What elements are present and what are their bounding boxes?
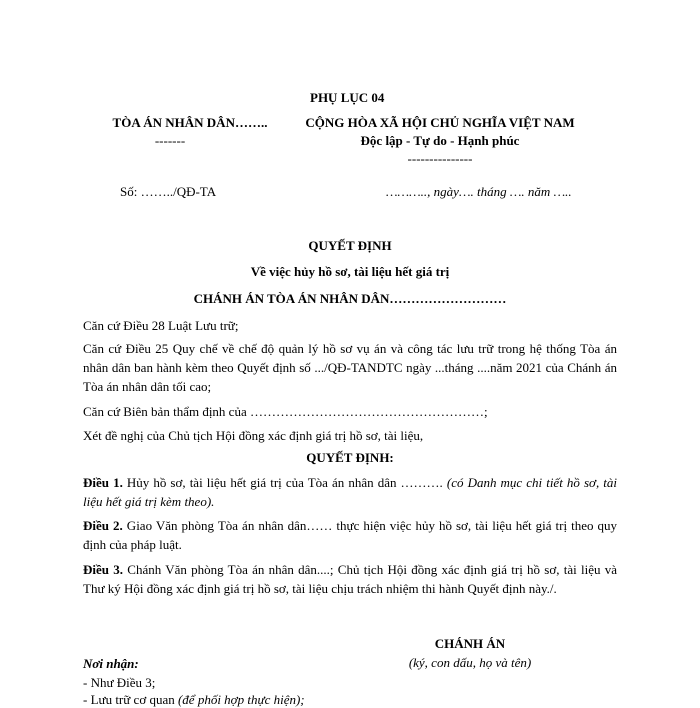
article-3-text: Chánh Văn phòng Tòa án nhân dân....; Chủ tịch Hội đồng xác định giá trị hồ sơ, tài liệu và Thư ký Hội đồng xác định giá trị hồ sơ, tài liệu chịu trách nhiệm thi hành Quyết định này./. [83,562,617,596]
issuing-authority: CHÁNH ÁN TÒA ÁN NHÂN DÂN……………………… [193,291,507,306]
document-number: Số: ……../QĐ-TA [120,184,217,199]
document-title: QUYẾT ĐỊNH [308,238,392,253]
legal-basis-3: Căn cứ Biên bản thẩm định của ………………………………………………; [83,404,488,419]
national-motto: Độc lập - Tự do - Hạnh phúc [360,133,520,148]
signature-note: (ký, con dấu, họ và tên) [408,655,532,670]
recipient-text: - Lưu trữ cơ quan [83,692,178,707]
date-place: ……….., ngày…. tháng …. năm ….. [386,184,572,199]
motto-divider: --------------- [407,151,473,166]
recipient-text: - Như Điều 3; [83,675,156,690]
article-2 [83,516,617,554]
legal-basis-2: Căn cứ Điều 25 Quy chế về chế độ quản lý hồ sơ vụ án và công tác lưu trữ trong hệ thống Tòa án nhân dân ban hành kèm theo Quyết định số .../QĐ-TANDTC ngày ...tháng ....năm 2021 của Chánh án Tòa án nhân dân tối cao; [83,341,617,394]
article-1-label: Điều 1. [83,475,123,490]
legal-basis-4: Xét đề nghị của Chủ tịch Hội đồng xác định giá trị hồ sơ, tài liệu, [83,428,424,443]
article-2-text: Giao Văn phòng Tòa án nhân dân…… thực hiện việc hủy hồ sơ, tài liệu hết giá trị theo quy định của pháp luật. [83,518,618,552]
court-divider: ------- [154,133,186,148]
article-3 [83,560,617,598]
article-1-note: (có Danh mục chi tiết hồ sơ, tài liệu hết giá trị kèm theo). [83,475,618,509]
signature-title: CHÁNH ÁN [434,636,506,651]
article-1 [83,473,617,511]
legal-basis-1: Căn cứ Điều 28 Luật Lưu trữ; [83,318,239,333]
nation-name: CỘNG HÒA XÃ HỘI CHỦ NGHĨA VIỆT NAM [305,115,575,130]
appendix-label: PHỤ LỤC 04 [310,90,385,105]
court-name: TÒA ÁN NHÂN DÂN…….. [112,115,268,130]
recipient-note: (để phối hợp thực hiện); [177,692,305,707]
document-subject: Về việc hủy hồ sơ, tài liệu hết giá trị [250,264,450,279]
article-1-text: Hủy hồ sơ, tài liệu hết giá trị của Tòa án nhân dân ………. [122,475,447,490]
article-2-label: Điều 2. [83,518,123,533]
recipient-item-2 [83,692,305,708]
recipients-label: Nơi nhận: [83,656,139,671]
recipient-item-1 [83,675,155,691]
article-3-label: Điều 3. [83,562,124,577]
decision-heading: QUYẾT ĐỊNH: [306,450,394,465]
